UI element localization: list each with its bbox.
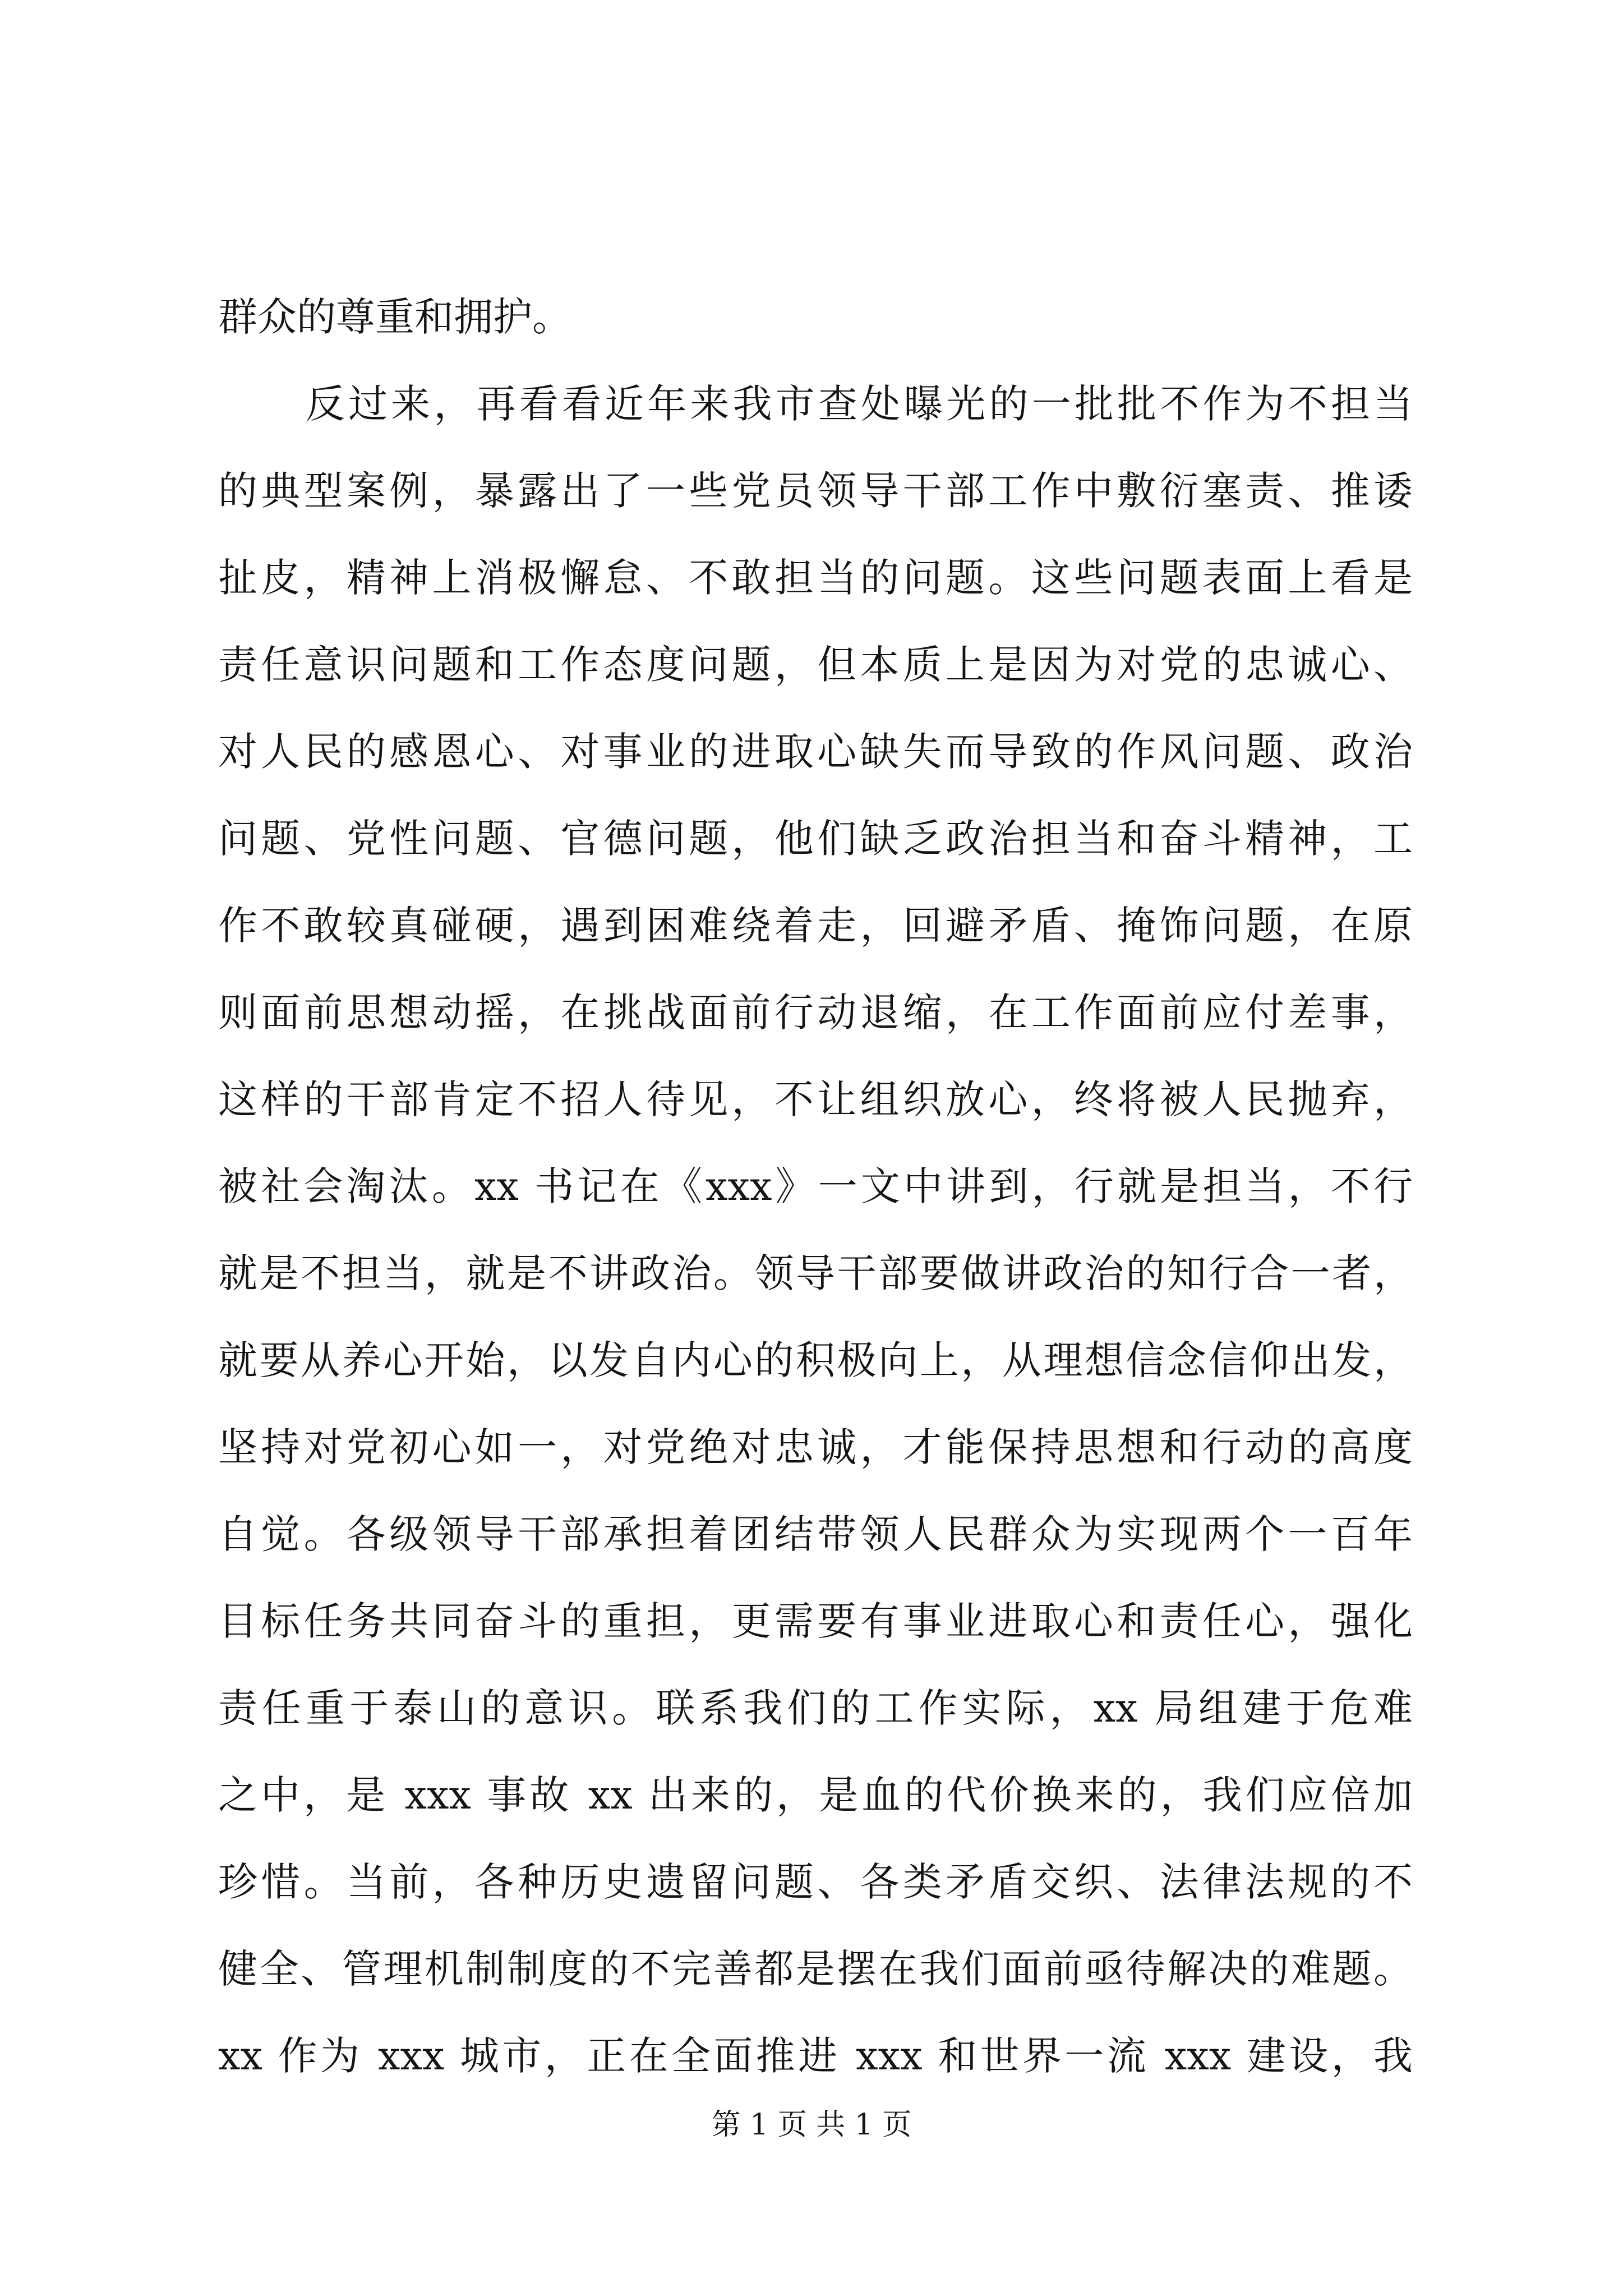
text-line: 则面前思想动摇，在挑战面前行动退缩，在工作面前应付差事， <box>218 990 1413 1036</box>
text-line: 自觉。各级领导干部承担着团结带领人民群众为实现两个一百年 <box>218 1511 1413 1557</box>
text-line: 对人民的感恩心、对事业的进取心缺失而导致的作风问题、政治 <box>218 729 1413 775</box>
text-line: 坚持对党初心如一，对党绝对忠诚，才能保持思想和行动的高度 <box>218 1424 1413 1470</box>
text-line: 被社会淘汰。xx 书记在《xxx》一文中讲到，行就是担当，不行 <box>218 1163 1413 1209</box>
text-line: 的典型案例，暴露出了一些党员领导干部工作中敷衍塞责、推诿 <box>218 468 1413 514</box>
paragraph-first-line: 反过来，再看看近年来我市查处曝光的一批批不作为不担当 <box>306 381 1413 427</box>
text-line: 群众的尊重和拥护。 <box>218 294 571 340</box>
text-line: 问题、党性问题、官德问题，他们缺乏政治担当和奋斗精神，工 <box>218 816 1413 862</box>
text-line: 作不敢较真碰硬，遇到困难绕着走，回避矛盾、掩饰问题，在原 <box>218 903 1413 949</box>
text-line: 责任重于泰山的意识。联系我们的工作实际，xx 局组建于危难 <box>218 1685 1413 1731</box>
text-line: 就要从养心开始，以发自内心的积极向上，从理想信念信仰出发， <box>218 1337 1413 1383</box>
text-line: 扯皮，精神上消极懈怠、不敢担当的问题。这些问题表面上看是 <box>218 555 1413 601</box>
text-line: 目标任务共同奋斗的重担，更需要有事业进取心和责任心，强化 <box>218 1598 1413 1644</box>
text-line: 健全、管理机制制度的不完善都是摆在我们面前亟待解决的难题。 <box>218 1946 1413 1992</box>
text-line: 责任意识问题和工作态度问题，但本质上是因为对党的忠诚心、 <box>218 642 1413 688</box>
text-line: 这样的干部肯定不招人待见，不让组织放心，终将被人民抛弃， <box>218 1076 1413 1122</box>
text-line: 珍惜。当前，各种历史遗留问题、各类矛盾交织、法律法规的不 <box>218 1859 1413 1905</box>
text-line: 就是不担当，就是不讲政治。领导干部要做讲政治的知行合一者， <box>218 1250 1413 1296</box>
text-line: 之中，是 xxx 事故 xx 出来的，是血的代价换来的，我们应倍加 <box>218 1772 1413 1818</box>
text-line: xx 作为 xxx 城市，正在全面推进 xxx 和世界一流 xxx 建设，我 <box>218 2033 1413 2079</box>
page-footer: 第 1 页 共 1 页 <box>711 2108 912 2142</box>
